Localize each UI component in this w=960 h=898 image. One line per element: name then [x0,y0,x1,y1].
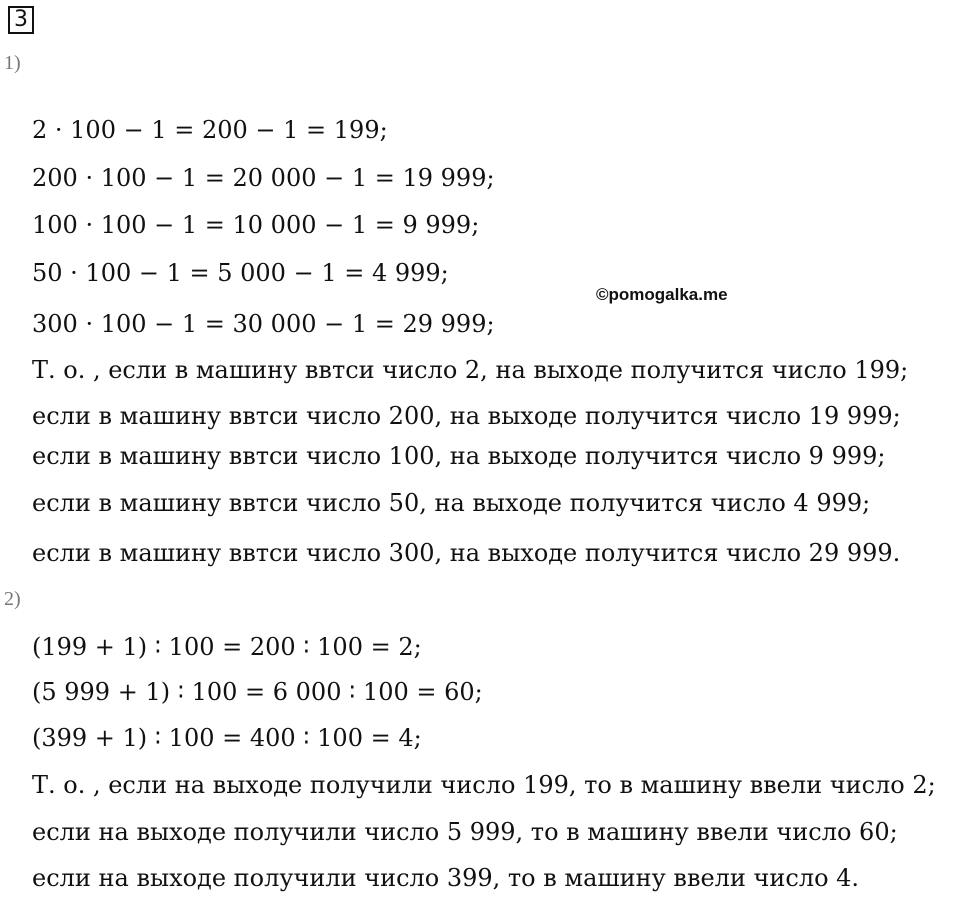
part-2-line-2: (5 999 + 1) ∶ 100 = 6 000 ∶ 100 = 60; [32,678,483,706]
task-number-box: 3 [8,6,34,34]
watermark: ©pomogalka.me [596,285,728,304]
part-2-line-3: (399 + 1) ∶ 100 = 400 ∶ 100 = 4; [32,724,422,752]
part-1-line-6: Т. о. , если в машину ввтси число 2, на выходе получится число 199; [32,356,909,384]
part-2-label: 2) [4,588,21,610]
part-2-line-4: Т. о. , если на выходе получили число 199, то в машину ввели число 2; [32,771,936,799]
part-2-line-5: если на выходе получили число 5 999, то в машину ввели число 60; [32,818,898,846]
part-1-line-2: 200 · 100 − 1 = 20 000 − 1 = 19 999; [32,164,495,192]
part-1-line-1: 2 · 100 − 1 = 200 − 1 = 199; [32,116,388,144]
part-1-line-10: если в машину ввтси число 300, на выходе получится число 29 999. [32,539,901,567]
part-1-line-4: 50 · 100 − 1 = 5 000 − 1 = 4 999; [32,259,449,287]
part-1-line-5: 300 · 100 − 1 = 30 000 − 1 = 29 999; [32,310,495,338]
part-1-line-7: если в машину ввтси число 200, на выходе получится число 19 999; [32,402,901,430]
part-1-line-8: если в машину ввтси число 100, на выходе получится число 9 999; [32,442,886,470]
part-2-line-1: (199 + 1) ∶ 100 = 200 ∶ 100 = 2; [32,633,422,661]
part-1-label: 1) [4,52,21,74]
part-1-line-3: 100 · 100 − 1 = 10 000 − 1 = 9 999; [32,211,480,239]
part-2-line-6: если на выходе получили число 399, то в машину ввели число 4. [32,864,860,892]
part-1-line-9: если в машину ввтси число 50, на выходе получится число 4 999; [32,489,871,517]
